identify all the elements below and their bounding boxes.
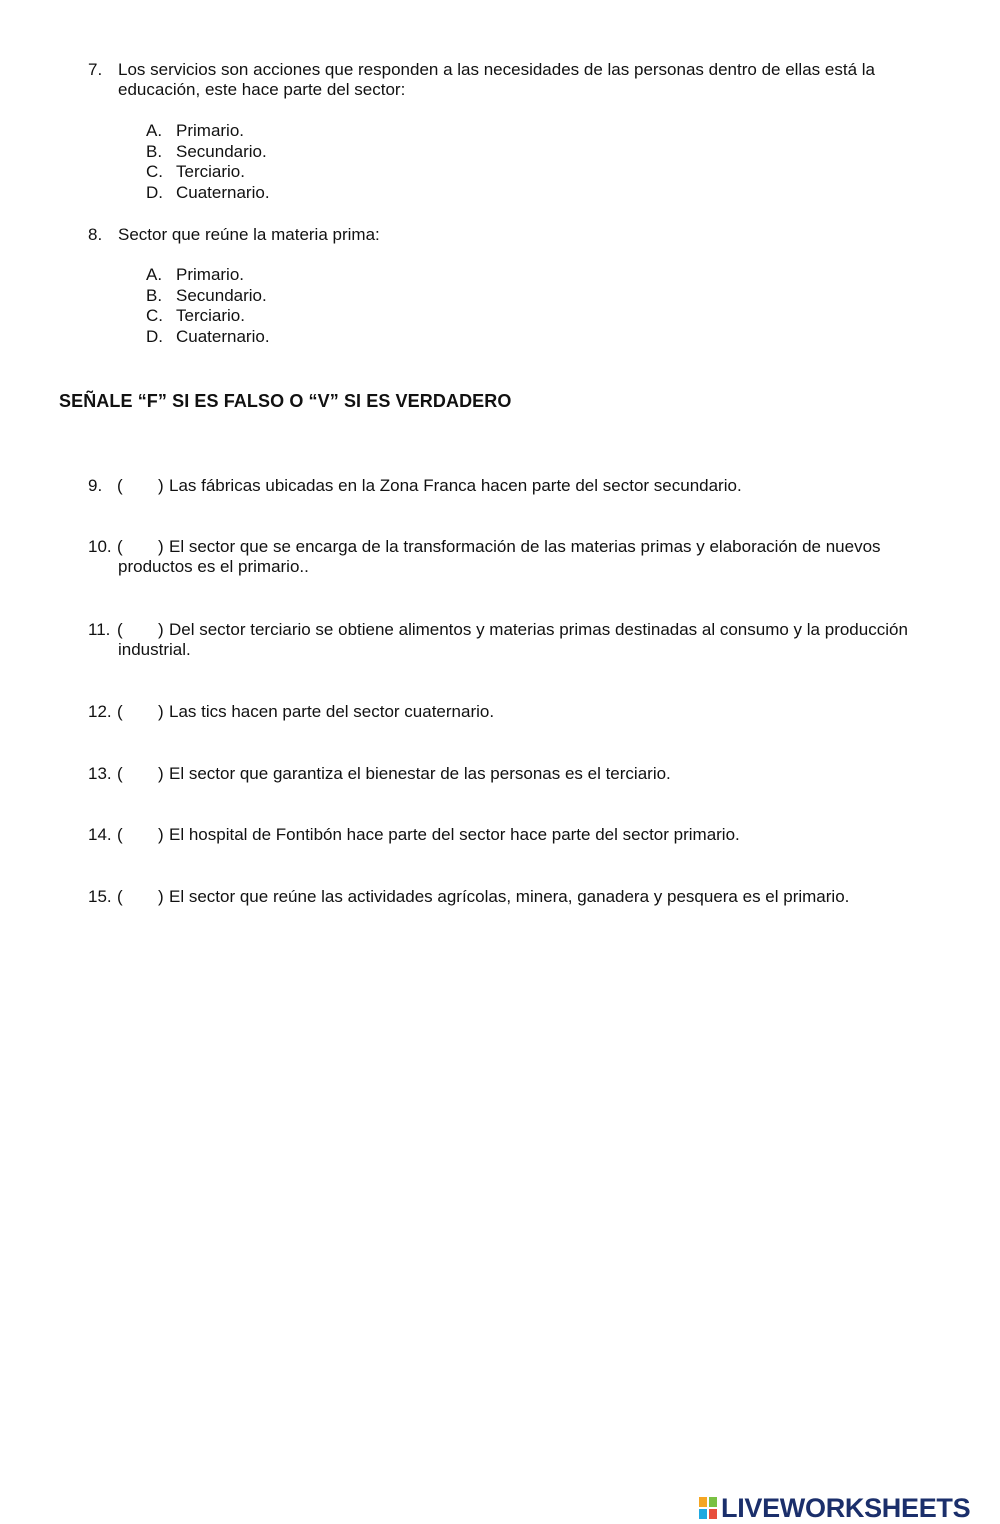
option-c[interactable] [146,306,270,327]
section-title: SEÑALE “F” SI ES FALSO O “V” SI ES VERDADERO [59,391,512,411]
tf-statement: El sector que se encarga de la transformación de las materias primas y elaboración de nuevos productos es el primario.. [118,537,881,576]
blank-open: ( [117,825,123,844]
option-a[interactable] [146,121,270,142]
blank-open: ( [117,702,123,721]
tf-item-14 [88,825,938,845]
option-letter: A. [146,121,163,140]
option-text: Secundario. [176,285,267,305]
tf-item-12 [88,702,938,722]
tf-item-15 [88,887,938,907]
tf-statement: El sector que garantiza el bienestar de las personas es el terciario. [169,764,671,783]
option-letter: A. [146,265,163,284]
option-text: Cuaternario. [176,182,270,202]
question-8-options [146,265,270,347]
blank-open: ( [117,620,123,639]
option-letter: D. [146,326,163,346]
option-d[interactable] [146,327,270,348]
tf-statement: El sector que reúne las actividades agrícolas, minera, ganadera y pesquera es el primario. [169,887,850,906]
question-text: Sector que reúne la materia prima: [118,225,380,244]
tf-number: 9. [88,476,103,495]
question-8 [88,225,938,245]
tf-statement: Las fábricas ubicadas en la Zona Franca hacen parte del sector secundario. [169,476,742,495]
liveworksheets-logo [698,1492,970,1524]
tf-item-13 [88,764,938,784]
tf-statement: Del sector terciario se obtiene alimentos y materias primas destinadas al consumo y la producción industrial. [118,620,908,659]
blank-close: ) [158,620,164,639]
option-text: Primario. [176,265,245,284]
tf-item-10 [88,537,938,577]
tf-number: 14. [88,825,112,844]
tf-number: 12. [88,702,112,721]
tf-item-11 [88,620,938,660]
option-d[interactable] [146,183,270,204]
logo-square-icon [708,1508,718,1520]
liveworksheets-logo-icon [698,1496,718,1520]
question-number: 7. [88,60,103,79]
option-c[interactable] [146,162,270,183]
logo-square-icon [698,1496,708,1508]
tf-number: 15. [88,887,112,906]
option-text: Primario. [176,121,245,140]
blank-close: ) [158,764,164,783]
blank-open: ( [117,537,123,556]
tf-number: 13. [88,764,112,783]
logo-square-icon [698,1508,708,1520]
question-7-options [146,121,270,203]
option-a[interactable] [146,265,270,286]
blank-close: ) [158,537,164,556]
option-letter: C. [146,306,163,325]
logo-square-icon [708,1496,718,1508]
tf-statement: Las tics hacen parte del sector cuaternario. [169,702,495,721]
blank-close: ) [158,825,164,844]
option-text: Secundario. [176,141,267,161]
blank-close: ) [158,702,164,721]
blank-open: ( [117,887,123,906]
blank-open: ( [117,764,123,783]
blank-close: ) [158,887,164,906]
blank-open: ( [117,476,123,495]
option-letter: C. [146,162,163,181]
tf-statement: El hospital de Fontibón hace parte del sector hace parte del sector primario. [169,825,740,844]
question-text: Los servicios son acciones que responden a las necesidades de las personas dentro de ellas está la educación, este hace parte del sector: [118,60,875,99]
option-letter: D. [146,182,163,202]
tf-number: 10. [88,537,112,556]
option-letter: B. [146,285,163,305]
blank-close: ) [158,476,164,495]
question-7 [88,60,938,100]
option-letter: B. [146,141,163,161]
option-text: Cuaternario. [176,326,270,346]
option-text: Terciario. [176,162,245,181]
option-b[interactable] [146,142,270,163]
logo-text: LIVEWORKSHEETS [721,1493,971,1523]
question-number: 8. [88,225,103,244]
option-b[interactable] [146,286,270,307]
option-text: Terciario. [176,306,245,325]
tf-item-9 [88,476,938,496]
tf-number: 11. [88,620,111,639]
